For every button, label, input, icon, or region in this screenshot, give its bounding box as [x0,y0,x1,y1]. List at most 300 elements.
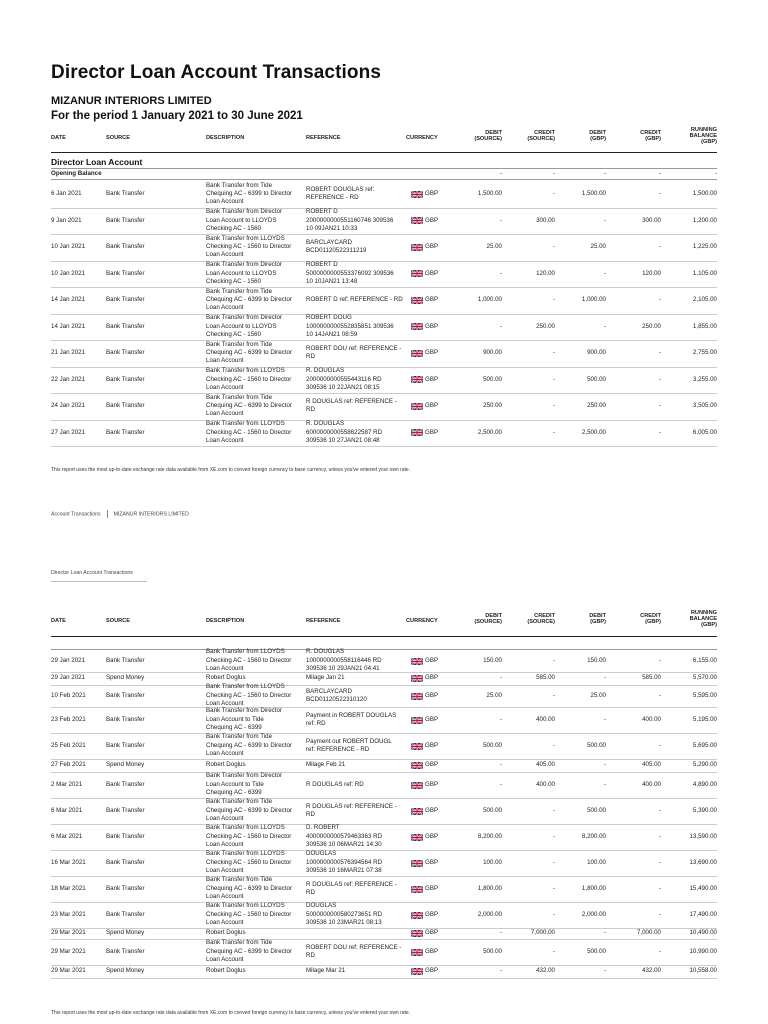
header-credit-source [517,130,555,142]
header-running-balance-l3: (GBP) [701,139,717,145]
row-date: 14 Jan 2021 [51,322,86,330]
table-row [51,876,717,902]
row-date: 29 Mar 2021 [51,967,86,975]
row-description-line: Checking AC - 1560 to Director [206,375,292,383]
row-credit-source: - [552,402,555,410]
opening-debit-source: - [499,170,502,177]
uk-flag-icon [411,912,421,918]
row-credit-source: - [552,832,555,840]
row-currency: GBP [425,190,439,198]
row-date: 10 Feb 2021 [51,691,86,699]
row-balance: 1,500.00 [692,190,717,198]
row-date: 27 Jan 2021 [51,428,86,436]
row-debit-source: 500.00 [483,741,502,749]
header2-credit-source [517,613,555,625]
row-credit-source: 585.00 [536,674,555,682]
uk-flag-icon [411,834,421,840]
page-header-right: MIZANUR INTERIORS LIMITED [113,511,189,518]
header2-running-balance-l3: (GBP) [701,622,717,628]
row-divider [51,978,717,979]
row-reference-line: 2000000000551160746 309536 [306,216,394,224]
header2-debit-gbp [576,613,606,625]
row-debit-gbp: 1,800.00 [581,884,606,892]
row-reference-line: 309536 10 27JAN21 08:48 [306,436,380,444]
row-credit-source: 400.00 [536,780,555,788]
row-currency: GBP [425,858,439,866]
row-description-line: Loan Account [206,841,244,849]
header-debit-gbp [576,130,606,142]
row-balance: 5,695.00 [692,741,717,749]
row-credit-source: - [552,375,555,383]
table-row [51,261,717,288]
row-reference-line: 10 14JAN21 08:59 [306,330,358,338]
row-debit-gbp: 2,500.00 [581,428,606,436]
uk-flag-icon [411,191,421,197]
row-credit-gbp: - [658,428,661,436]
header-credit-source-l1: CREDIT [534,130,555,136]
table-header [51,127,717,153]
row-source: Bank Transfer [106,269,145,277]
row-description-line: Loan Account to LLOYDS [206,322,277,330]
uk-flag-icon [411,886,421,892]
table-row [51,733,717,759]
uk-flag-icon [411,675,421,681]
row-reference-line: R DOUGLAS ref: RD [306,780,364,788]
row-credit-gbp: 400.00 [642,715,661,723]
row-description-line: Bank Transfer from LLOYDS [206,367,285,375]
row-description-line: Checking AC - 1560 to Director [206,428,292,436]
row-debit-gbp: 2,000.00 [581,910,606,918]
table-row [51,234,717,261]
row-debit-source: 2,500.00 [477,428,502,436]
row-date: 9 Jan 2021 [51,216,82,224]
uk-flag-icon [411,743,421,749]
row-source: Bank Transfer [106,190,145,198]
row-reference-line: 309536 10 16MAR21 07:38 [306,867,382,875]
row-reference-line: Payment out ROBERT DOUGL [306,737,392,745]
uk-flag-icon [411,808,421,814]
row-balance: 3,505.00 [692,402,717,410]
row-reference-line: RD [306,952,315,959]
uk-flag-icon [411,860,421,866]
row-date: 25 Feb 2021 [51,741,86,749]
row-description-line: Bank Transfer from Tide [206,733,273,741]
row-description-line: Checking AC - 1560 to Director [206,858,292,866]
opening-balance-value: - [714,170,717,177]
row-description-line: Loan Account [206,893,244,901]
row-debit-source: - [499,674,502,682]
row-description-line: Loan Account [206,700,244,708]
row-reference-line: ROBERT D [306,261,338,269]
row-date: 29 Jan 2021 [51,656,86,664]
header2-debit-source-l1: DEBIT [485,613,502,619]
header2-debit-gbp-l1: DEBIT [589,613,606,619]
row-reference-line: REFERENCE - RD [306,194,359,202]
uk-flag-icon [411,429,421,435]
row-credit-gbp: 585.00 [642,674,661,682]
section-divider [51,168,717,169]
row-currency: GBP [425,947,439,955]
row-debit-source: 100.00 [483,858,502,866]
row-description-line: Bank Transfer from Tide [206,287,273,295]
row-reference-line: R DOUGLAS ref: REFERENCE - [306,802,397,810]
row-credit-gbp: 250.00 [642,322,661,330]
row-credit-source: - [552,806,555,814]
row-description-line: Bank Transfer from Tide [206,181,273,189]
row-source: Bank Transfer [106,243,145,251]
row-description-line: Bank Transfer from Director [206,772,282,780]
row-date: 29 Mar 2021 [51,929,86,937]
uk-flag-icon [411,968,421,974]
row-debit-gbp: 900.00 [587,349,606,357]
row-credit-gbp: 120.00 [642,269,661,277]
header-source: SOURCE [106,135,130,141]
row-description-line: Robert Doglus [206,967,246,975]
row-debit-source: - [499,216,502,224]
opening-credit-gbp: - [658,170,661,177]
header2-description: DESCRIPTION [206,618,245,624]
row-credit-source: - [552,741,555,749]
row-description-line: Robert Doglus [206,761,246,769]
footnote-page-2: This report uses the most up-to-date exchange rate data available from XE.com to convert foreign currency to base currency, unless you've entered your own rate. [51,1010,411,1016]
row-reference-line: BARCLAYCARD [306,238,352,246]
row-debit-gbp: 500.00 [587,375,606,383]
page-header-left: Account Transactions [51,511,101,518]
row-date: 24 Jan 2021 [51,402,86,410]
row-reference-line: ROBERT D [306,208,338,216]
row-description-line: Bank Transfer from LLOYDS [206,648,285,656]
row-debit-source: 2,000.00 [477,910,502,918]
page-2-subtitle: Director Loan Account Transactions [51,570,133,576]
row-date: 14 Jan 2021 [51,296,86,304]
row-description-line: Loan Account to LLOYDS [206,216,277,224]
opening-credit-source: - [552,170,555,177]
row-reference-line: 2000000000555443116 RD [306,375,382,383]
row-reference-line: 5000000000580273651 RD [306,910,383,918]
row-debit-source: 900.00 [483,349,502,357]
row-source: Bank Transfer [106,349,145,357]
row-reference-line: BARCLAYCARD [306,687,352,695]
row-description-line: Loan Account to Tide [206,715,264,723]
header-credit-source-l2: (SOURCE) [527,136,555,142]
row-date: 6 Jan 2021 [51,190,82,198]
row-source: Bank Transfer [106,656,145,664]
header-debit-source-l1: DEBIT [485,130,502,136]
row-debit-gbp: 8,200.00 [581,832,606,840]
row-balance: 10,990.00 [689,947,717,955]
row-currency: GBP [425,243,439,251]
row-description-line: Bank Transfer from Tide [206,939,273,947]
row-source: Bank Transfer [106,715,145,723]
row-currency: GBP [425,832,439,840]
row-description-line: Checking AC - 1560 to Director [206,832,292,840]
row-reference-line: 1000000000552835851 309536 [306,322,394,330]
header-running-balance [677,127,717,145]
row-credit-source: - [552,858,555,866]
row-currency: GBP [425,741,439,749]
row-source: Bank Transfer [106,884,145,892]
row-balance: 17,490.00 [689,910,717,918]
row-source: Bank Transfer [106,780,145,788]
row-balance: 2,105.00 [692,296,717,304]
row-balance: 1,105.00 [692,269,717,277]
row-source: Spend Money [106,967,145,975]
row-description-line: Bank Transfer from Tide [206,393,273,401]
row-balance: 13,590.00 [689,832,717,840]
row-debit-gbp: 1,500.00 [581,190,606,198]
row-currency: GBP [425,674,439,682]
row-description-line: Bank Transfer from Tide [206,340,273,348]
row-balance: 2,755.00 [692,349,717,357]
row-reference-line: R. DOUGLAS [306,367,345,375]
row-debit-gbp: - [603,216,606,224]
row-reference-line: BCD01120522310120 [306,696,367,703]
uk-flag-icon [411,403,421,409]
table-row [51,772,717,798]
row-debit-gbp: 500.00 [587,947,606,955]
row-reference-line: D. ROBERT [306,824,340,832]
row-credit-source: - [552,190,555,198]
row-description-line: Chequing AC - 6399 to Director [206,402,292,410]
row-reference-line: DOUGLAS [306,850,337,858]
row-currency: GBP [425,967,439,975]
table-row [51,314,717,341]
header2-source: SOURCE [106,618,130,624]
row-debit-source: 500.00 [483,375,502,383]
row-reference-line: R. DOUGLAS [306,648,345,656]
opening-balance-row [51,170,717,179]
row-debit-gbp: - [603,929,606,937]
row-date: 2 Mar 2021 [51,780,83,788]
header-currency: CURRENCY [406,135,438,141]
header2-running-balance [677,610,717,628]
row-credit-gbp: 400.00 [642,780,661,788]
row-reference-line: 10 10JAN21 13:48 [306,277,358,285]
row-debit-source: - [499,715,502,723]
uk-flag-icon [411,297,421,303]
row-description-line: Bank Transfer from LLOYDS [206,824,285,832]
uk-flag-icon [411,782,421,788]
row-reference-line: ROBERT DOUGLAS ref: [306,185,375,193]
row-date: 10 Jan 2021 [51,243,86,251]
row-balance: 15,490.00 [689,884,717,892]
row-debit-gbp: - [603,780,606,788]
row-credit-gbp: 7,000.00 [636,929,661,937]
page-header [51,510,189,518]
row-description-line: Bank Transfer from Director [206,314,282,322]
header2-date: DATE [51,618,66,624]
row-currency: GBP [425,884,439,892]
row-debit-source: - [499,780,502,788]
uk-flag-icon [411,244,421,250]
row-source: Bank Transfer [106,216,145,224]
table-row [51,367,717,394]
uk-flag-icon [411,350,421,356]
row-reference-line: 6000000000558622587 RD [306,428,383,436]
row-description-line: Chequing AC - 6399 [206,789,262,797]
row-balance: 5,390.00 [692,806,717,814]
row-reference-line: 4000000000579463363 RD [306,832,383,840]
row-balance: 5,290.00 [692,761,717,769]
row-reference-line: Milage Jan 21 [306,674,345,682]
opening-balance-label: Opening Balance [51,170,102,177]
row-source: Bank Transfer [106,402,145,410]
table-row [51,650,717,672]
row-balance: 5,570.00 [692,674,717,682]
row-debit-source: 8,200.00 [477,832,502,840]
table-row [51,824,717,850]
row-description-line: Checking AC - 1560 to Director [206,656,292,664]
header2-currency: CURRENCY [406,618,438,624]
row-description-line: Loan Account [206,665,244,673]
row-reference-line: R. DOUGLAS [306,420,345,428]
uk-flag-icon [411,693,421,699]
row-description-line: Bank Transfer from Director [206,261,282,269]
row-credit-gbp: - [658,691,661,699]
footnote-page-1: This report uses the most up-to-date exchange rate data available from XE.com to convert foreign currency to base currency, unless you've entered your own rate. [51,467,411,473]
row-credit-source: - [552,428,555,436]
header-running-balance-l1: RUNNING [690,127,717,133]
row-description-line: Loan Account to LLOYDS [206,269,277,277]
row-credit-gbp: - [658,402,661,410]
header2-debit-gbp-l2: (GBP) [590,619,606,625]
row-description-line: Checking AC - 1560 [206,330,262,338]
row-source: Bank Transfer [106,910,145,918]
table-row [51,685,717,707]
row-balance: 3,255.00 [692,375,717,383]
row-credit-gbp: - [658,858,661,866]
row-reference-line: ROBERT DOU ref: REFERENCE - [306,344,402,352]
row-reference-line: 1000000000558116446 RD [306,656,382,664]
row-date: 10 Jan 2021 [51,269,86,277]
row-reference-line: BCD01120522311219 [306,247,367,255]
table-row [51,850,717,876]
row-balance: 1,855.00 [692,322,717,330]
row-reference-line: 309536 10 06MAR21 14:30 [306,841,382,849]
uk-flag-icon [411,930,421,936]
table-row [51,902,717,928]
table-row [51,287,717,314]
row-credit-source: - [552,296,555,304]
row-reference-line: 10 09JAN21 10:33 [306,224,358,232]
row-credit-gbp: - [658,741,661,749]
row-date: 29 Jan 2021 [51,674,86,682]
row-description-line: Bank Transfer from LLOYDS [206,902,285,910]
row-credit-source: - [552,691,555,699]
row-source: Bank Transfer [106,741,145,749]
row-credit-gbp: - [658,656,661,664]
header2-credit-gbp-l1: CREDIT [640,613,661,619]
row-description-line: Chequing AC - 6399 to Director [206,884,292,892]
company-name: MIZANUR INTERIORS LIMITED [51,95,212,107]
row-credit-source: 400.00 [536,715,555,723]
row-description-line: Chequing AC - 6399 [206,724,262,732]
header-credit-gbp-l2: (GBP) [645,136,661,142]
row-source: Bank Transfer [106,806,145,814]
header-credit-gbp-l1: CREDIT [640,130,661,136]
header2-reference: REFERENCE [306,618,341,624]
row-description-line: Bank Transfer from Tide [206,798,273,806]
row-credit-gbp: - [658,884,661,892]
row-description-line: Bank Transfer from LLOYDS [206,683,285,691]
row-reference-line: R DOUGLAS ref: REFERENCE - [306,397,397,405]
row-reference-line: RD [306,353,315,361]
uk-flag-icon [411,323,421,329]
row-source: Bank Transfer [106,947,145,955]
row-credit-source: 300.00 [536,216,555,224]
table-row [51,707,717,733]
row-debit-gbp: 250.00 [587,402,606,410]
row-date: 27 Feb 2021 [51,761,86,769]
row-description-line: Checking AC - 1560 to Director [206,691,292,699]
row-balance: 1,225.00 [692,243,717,251]
row-debit-gbp: - [603,967,606,975]
row-description-line: Bank Transfer from LLOYDS [206,234,285,242]
row-credit-gbp: - [658,190,661,198]
page-2-subtitle-underline [51,581,147,582]
row-source: Bank Transfer [106,322,145,330]
row-debit-gbp: 150.00 [587,656,606,664]
row-currency: GBP [425,806,439,814]
row-reference-line: Payment in ROBERT DOUGLAS [306,711,397,719]
table-row [51,340,717,367]
header2-credit-source-l2: (SOURCE) [527,619,555,625]
row-reference-line: RD [306,406,315,414]
row-reference-line: RD [306,889,315,896]
row-date: 22 Jan 2021 [51,375,86,383]
row-reference-line: ref: REFERENCE - RD [306,746,370,753]
row-credit-gbp: 405.00 [642,761,661,769]
row-description-line: Checking AC - 1560 [206,224,262,232]
row-debit-gbp: 25.00 [590,243,606,251]
row-currency: GBP [425,929,439,937]
row-debit-source: - [499,269,502,277]
header-debit-gbp-l2: (GBP) [590,136,606,142]
row-description-line: Chequing AC - 6399 to Director [206,190,292,198]
row-credit-source: - [552,243,555,251]
table-row [51,965,717,978]
report-period: For the period 1 January 2021 to 30 June 2021 [51,110,303,122]
row-description-line: Checking AC - 1560 to Director [206,910,292,918]
table-row [51,420,717,447]
row-description-line: Chequing AC - 6399 to Director [206,349,292,357]
header2-running-balance-l2: BALANCE [689,616,717,622]
page-header-separator [107,510,108,518]
row-debit-gbp: 100.00 [587,858,606,866]
row-currency: GBP [425,761,439,769]
row-date: 16 Mar 2021 [51,858,86,866]
row-currency: GBP [425,322,439,330]
row-debit-source: 1,800.00 [477,884,502,892]
row-reference-line: R DOUGLAS ref: REFERENCE - [306,880,397,888]
row-reference-line: 1000000000576394564 RD [306,858,383,866]
row-credit-gbp: - [658,296,661,304]
table-row [51,393,717,420]
row-description-line: Robert Doglus [206,674,246,682]
header-divider-page-2 [51,636,717,637]
row-description-line: Loan Account [206,815,244,823]
row-debit-source: 1,000.00 [477,296,502,304]
row-debit-gbp: 25.00 [590,691,606,699]
row-balance: 13,690.00 [689,858,717,866]
row-date: 18 Mar 2021 [51,884,86,892]
header-date: DATE [51,135,66,141]
row-description-line: Chequing AC - 6399 to Director [206,296,292,304]
row-reference-line: 309536 10 22JAN21 08:15 [306,383,380,391]
header2-debit-source [466,613,502,625]
row-credit-gbp: - [658,243,661,251]
row-debit-source: - [499,929,502,937]
